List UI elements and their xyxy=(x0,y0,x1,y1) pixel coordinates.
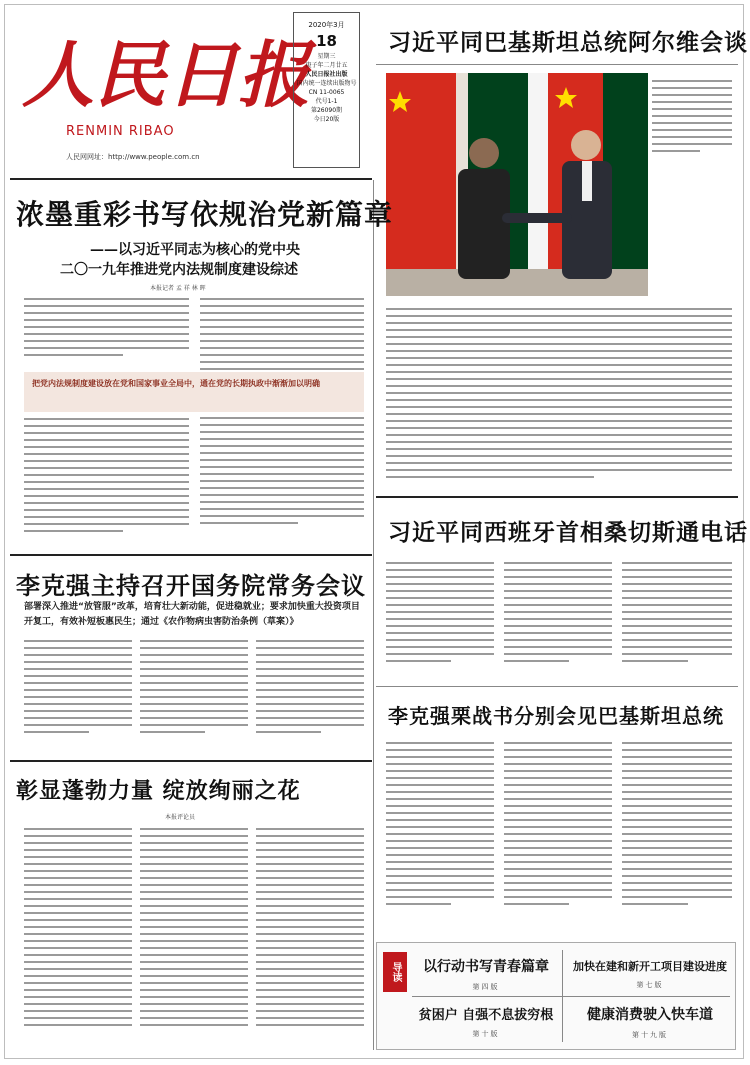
guide-item-title: 加快在建和新开工项目建设进度 xyxy=(573,960,727,973)
byline: 本报记者 孟 祥 林 晖 xyxy=(150,285,206,292)
article-meet-col3 xyxy=(622,742,732,932)
state-council-summary: 部署深入推进“放管服”改革，培育壮大新动能，促进稳就业；要求加快重大投资项目开复工，有效补短板惠民生；通过《农作物病虫害防治条例（草案）》 xyxy=(24,602,360,627)
guide-item-page: 第十九版 xyxy=(632,1031,668,1039)
article-state-council-col2 xyxy=(140,640,248,750)
article-commentary-col1 xyxy=(24,828,132,1050)
divider xyxy=(376,64,738,65)
date-issue: 第26090期 xyxy=(310,107,343,114)
headline-commentary[interactable]: 彰显蓬勃力量 绽放绚丽之花 xyxy=(16,778,301,804)
guide-item-consumption[interactable] xyxy=(566,1004,734,1040)
article-party-col2 xyxy=(200,298,364,548)
divider xyxy=(376,686,738,687)
article-party-col1-bottom xyxy=(24,418,189,548)
date-code3: 代号1-1 xyxy=(315,98,338,105)
article-sanchez-col1 xyxy=(386,562,494,680)
headline-party-regulations[interactable]: 浓墨重彩书写依规治党新篇章 xyxy=(16,198,394,231)
date-day: 18 xyxy=(316,32,337,50)
section-rule xyxy=(376,496,738,498)
date-lunar: 庚子年二月廿五 xyxy=(305,62,348,69)
article-commentary-col2 xyxy=(140,828,248,1050)
article-state-council-col1 xyxy=(24,640,132,750)
subheadline-2: 二〇一九年推进党内法规制度建设综述 xyxy=(60,262,298,278)
photo-caption xyxy=(652,80,732,280)
article-state-council-col3 xyxy=(256,640,364,750)
headline-li-li-meet[interactable]: 李克强栗战书分别会见巴基斯坦总统 xyxy=(388,704,724,728)
commentary-byline: 本报评论员 xyxy=(165,814,196,821)
guide-item-projects[interactable] xyxy=(566,958,734,990)
guide-item-page: 第七版 xyxy=(636,981,664,989)
guide-item-youth[interactable] xyxy=(412,956,560,992)
guide-item-page: 第四版 xyxy=(472,983,500,991)
guide-item-title: 健康消费驶入快车道 xyxy=(587,1007,713,1023)
date-publisher: 人民日报社出版 xyxy=(305,71,348,78)
callout-text: 把党内法规制度建设放在党和国家事业全局中，通在党的长期执政中渐渐加以明确 xyxy=(32,379,320,388)
masthead-url: 人民网网址：http://www.people.com.cn xyxy=(66,153,200,161)
guide-item-poverty[interactable] xyxy=(412,1004,560,1039)
guide-item-page: 第十版 xyxy=(472,1030,500,1038)
guide-tag: 导读 xyxy=(383,952,407,992)
article-meet-col2 xyxy=(504,742,612,932)
date-code2: CN 11-0065 xyxy=(308,89,345,96)
headline-xi-alvi-talks[interactable]: 习近平同巴基斯坦总统阿尔维会谈 xyxy=(388,29,748,56)
article-sanchez-col3 xyxy=(622,562,732,680)
guide-divider xyxy=(412,996,730,997)
section-rule xyxy=(10,760,372,762)
date-weekday: 星期三 xyxy=(317,53,336,60)
date-pages: 今日20版 xyxy=(313,116,340,123)
photo-handshake xyxy=(386,73,648,296)
article-meet-col1 xyxy=(386,742,494,932)
date-code1: 国内统一连续出版物号 xyxy=(296,80,357,87)
headline-xi-sanchez-call[interactable]: 习近平同西班牙首相桑切斯通电话 xyxy=(388,519,748,546)
headline-state-council[interactable]: 李克强主持召开国务院常务会议 xyxy=(16,571,366,600)
svg-text:人民日报: 人民日报 xyxy=(22,32,311,117)
guide-item-title: 贫困户 自强不息拔穷根 xyxy=(418,1008,554,1023)
date-box xyxy=(293,12,360,168)
date-year-month: 2020年3月 xyxy=(308,21,345,29)
article-party-col1-top xyxy=(24,298,189,368)
guide-item-title: 以行动书写青春篇章 xyxy=(423,959,549,975)
article-sanchez-col2 xyxy=(504,562,612,680)
column-divider xyxy=(373,180,374,1050)
section-rule xyxy=(10,178,372,180)
section-rule xyxy=(10,554,372,556)
article-callout xyxy=(24,372,364,412)
article-commentary-col3 xyxy=(256,828,364,1050)
subheadline-1: ——以习近平同志为核心的党中央 xyxy=(90,242,300,258)
article-xi-alvi-body xyxy=(386,308,732,496)
masthead-romanization: RENMIN RIBAO xyxy=(66,124,175,139)
masthead-logo xyxy=(20,18,311,118)
